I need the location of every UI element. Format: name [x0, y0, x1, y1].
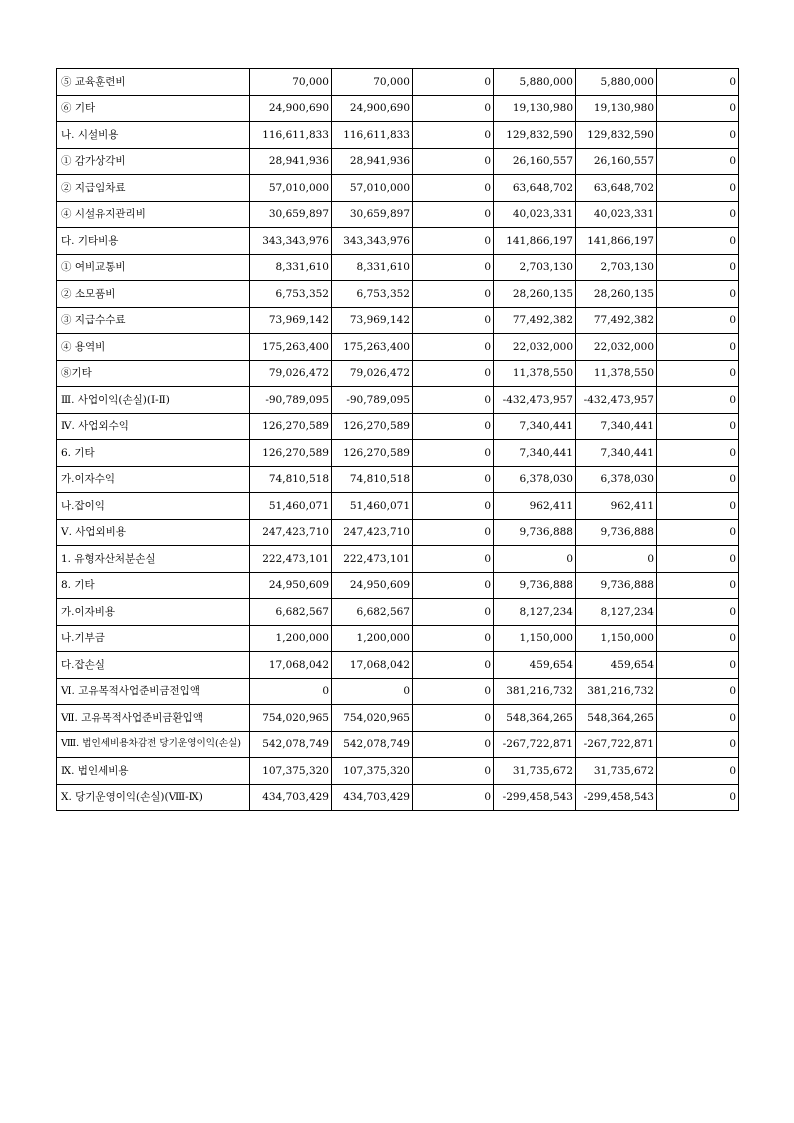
- table-row: [57, 705, 739, 732]
- amount-cell-v2: 51,460,071: [332, 493, 413, 520]
- amount-cell-v2: -90,789,095: [332, 387, 413, 414]
- row-label: ⑧기타: [57, 360, 250, 387]
- table-row: [57, 758, 739, 785]
- amount-cell-v4: 1,150,000: [494, 625, 576, 652]
- amount-cell-v4: 141,866,197: [494, 228, 576, 255]
- amount-cell-v2: 79,026,472: [332, 360, 413, 387]
- amount-cell-v3: 0: [413, 784, 494, 811]
- row-label: ④ 용역비: [57, 334, 250, 361]
- amount-cell-v1: 1,200,000: [250, 625, 332, 652]
- amount-cell-v2: 175,263,400: [332, 334, 413, 361]
- amount-cell-v5: -432,473,957: [576, 387, 657, 414]
- amount-cell-v1: 28,941,936: [250, 148, 332, 175]
- amount-cell-v2: 24,900,690: [332, 95, 413, 122]
- amount-cell-v5: 548,364,265: [576, 705, 657, 732]
- amount-cell-v2: 247,423,710: [332, 519, 413, 546]
- amount-cell-v6: 0: [657, 413, 739, 440]
- amount-cell-v3: 0: [413, 519, 494, 546]
- amount-cell-v3: 0: [413, 440, 494, 467]
- amount-cell-v4: 962,411: [494, 493, 576, 520]
- amount-cell-v6: 0: [657, 69, 739, 96]
- amount-cell-v4: 7,340,441: [494, 440, 576, 467]
- amount-cell-v5: 141,866,197: [576, 228, 657, 255]
- amount-cell-v5: -267,722,871: [576, 731, 657, 758]
- amount-cell-v2: 17,068,042: [332, 652, 413, 679]
- table-row: [57, 652, 739, 679]
- amount-cell-v3: 0: [413, 201, 494, 228]
- amount-cell-v3: 0: [413, 493, 494, 520]
- row-label: 나.잡이익: [57, 493, 250, 520]
- amount-cell-v4: -432,473,957: [494, 387, 576, 414]
- row-label: 나. 시설비용: [57, 122, 250, 149]
- amount-cell-v4: 11,378,550: [494, 360, 576, 387]
- amount-cell-v3: 0: [413, 228, 494, 255]
- table-row: [57, 69, 739, 96]
- amount-cell-v3: 0: [413, 625, 494, 652]
- table-row: [57, 95, 739, 122]
- amount-cell-v5: 5,880,000: [576, 69, 657, 96]
- amount-cell-v5: 1,150,000: [576, 625, 657, 652]
- amount-cell-v4: 6,378,030: [494, 466, 576, 493]
- row-label: ③ 지급수수료: [57, 307, 250, 334]
- amount-cell-v1: 70,000: [250, 69, 332, 96]
- row-label: ⑥ 기타: [57, 95, 250, 122]
- table-row: [57, 413, 739, 440]
- amount-cell-v5: 77,492,382: [576, 307, 657, 334]
- amount-cell-v3: 0: [413, 175, 494, 202]
- amount-cell-v1: 116,611,833: [250, 122, 332, 149]
- amount-cell-v5: 129,832,590: [576, 122, 657, 149]
- table-row: [57, 466, 739, 493]
- amount-cell-v6: 0: [657, 731, 739, 758]
- amount-cell-v5: 459,654: [576, 652, 657, 679]
- table-body: [57, 69, 739, 811]
- amount-cell-v2: 6,753,352: [332, 281, 413, 308]
- amount-cell-v2: 754,020,965: [332, 705, 413, 732]
- amount-cell-v4: 129,832,590: [494, 122, 576, 149]
- row-label: ① 여비교통비: [57, 254, 250, 281]
- amount-cell-v6: 0: [657, 201, 739, 228]
- amount-cell-v2: 1,200,000: [332, 625, 413, 652]
- amount-cell-v1: 126,270,589: [250, 440, 332, 467]
- amount-cell-v2: 116,611,833: [332, 122, 413, 149]
- amount-cell-v4: 8,127,234: [494, 599, 576, 626]
- amount-cell-v2: 28,941,936: [332, 148, 413, 175]
- amount-cell-v1: 17,068,042: [250, 652, 332, 679]
- amount-cell-v2: 222,473,101: [332, 546, 413, 573]
- amount-cell-v3: 0: [413, 334, 494, 361]
- amount-cell-v5: 2,703,130: [576, 254, 657, 281]
- amount-cell-v1: 57,010,000: [250, 175, 332, 202]
- amount-cell-v4: -267,722,871: [494, 731, 576, 758]
- amount-cell-v2: 30,659,897: [332, 201, 413, 228]
- amount-cell-v3: 0: [413, 758, 494, 785]
- amount-cell-v5: 19,130,980: [576, 95, 657, 122]
- table-row: [57, 599, 739, 626]
- row-label: Ⅹ. 당기운영이익(손실)(Ⅷ-Ⅸ): [57, 784, 250, 811]
- table-row: [57, 784, 739, 811]
- amount-cell-v3: 0: [413, 387, 494, 414]
- amount-cell-v6: 0: [657, 625, 739, 652]
- row-label: Ⅲ. 사업이익(손실)(Ⅰ-Ⅱ): [57, 387, 250, 414]
- amount-cell-v4: 5,880,000: [494, 69, 576, 96]
- amount-cell-v6: 0: [657, 546, 739, 573]
- amount-cell-v1: 8,331,610: [250, 254, 332, 281]
- amount-cell-v4: 381,216,732: [494, 678, 576, 705]
- amount-cell-v3: 0: [413, 652, 494, 679]
- amount-cell-v6: 0: [657, 307, 739, 334]
- table-row: [57, 519, 739, 546]
- amount-cell-v1: 24,900,690: [250, 95, 332, 122]
- amount-cell-v3: 0: [413, 413, 494, 440]
- amount-cell-v4: 2,703,130: [494, 254, 576, 281]
- table-row: [57, 281, 739, 308]
- row-label: Ⅸ. 법인세비용: [57, 758, 250, 785]
- amount-cell-v4: 548,364,265: [494, 705, 576, 732]
- amount-cell-v4: 7,340,441: [494, 413, 576, 440]
- row-label: Ⅷ. 법인세비용차감전 당기운영이익(손실): [57, 731, 250, 758]
- amount-cell-v3: 0: [413, 95, 494, 122]
- amount-cell-v1: 434,703,429: [250, 784, 332, 811]
- amount-cell-v6: 0: [657, 493, 739, 520]
- amount-cell-v5: 6,378,030: [576, 466, 657, 493]
- table-row: [57, 440, 739, 467]
- amount-cell-v5: 9,736,888: [576, 572, 657, 599]
- amount-cell-v2: 343,343,976: [332, 228, 413, 255]
- amount-cell-v5: 7,340,441: [576, 440, 657, 467]
- amount-cell-v6: 0: [657, 466, 739, 493]
- amount-cell-v3: 0: [413, 546, 494, 573]
- amount-cell-v1: 51,460,071: [250, 493, 332, 520]
- amount-cell-v4: 9,736,888: [494, 572, 576, 599]
- amount-cell-v2: 6,682,567: [332, 599, 413, 626]
- amount-cell-v2: 434,703,429: [332, 784, 413, 811]
- amount-cell-v5: 28,260,135: [576, 281, 657, 308]
- amount-cell-v3: 0: [413, 122, 494, 149]
- row-label: Ⅵ. 고유목적사업준비금전입액: [57, 678, 250, 705]
- amount-cell-v3: 0: [413, 148, 494, 175]
- amount-cell-v1: 542,078,749: [250, 731, 332, 758]
- amount-cell-v1: -90,789,095: [250, 387, 332, 414]
- amount-cell-v6: 0: [657, 652, 739, 679]
- amount-cell-v2: 24,950,609: [332, 572, 413, 599]
- amount-cell-v4: 9,736,888: [494, 519, 576, 546]
- amount-cell-v3: 0: [413, 360, 494, 387]
- amount-cell-v4: 40,023,331: [494, 201, 576, 228]
- amount-cell-v5: 381,216,732: [576, 678, 657, 705]
- amount-cell-v2: 126,270,589: [332, 413, 413, 440]
- amount-cell-v6: 0: [657, 784, 739, 811]
- table-row: [57, 572, 739, 599]
- amount-cell-v4: 459,654: [494, 652, 576, 679]
- amount-cell-v5: 11,378,550: [576, 360, 657, 387]
- row-label: 6. 기타: [57, 440, 250, 467]
- row-label: ④ 시설유지관리비: [57, 201, 250, 228]
- amount-cell-v3: 0: [413, 281, 494, 308]
- amount-cell-v5: 7,340,441: [576, 413, 657, 440]
- amount-cell-v5: 8,127,234: [576, 599, 657, 626]
- amount-cell-v6: 0: [657, 281, 739, 308]
- row-label: 1. 유형자산처분손실: [57, 546, 250, 573]
- amount-cell-v3: 0: [413, 466, 494, 493]
- row-label: ② 소모품비: [57, 281, 250, 308]
- amount-cell-v1: 74,810,518: [250, 466, 332, 493]
- table-row: [57, 254, 739, 281]
- amount-cell-v2: 73,969,142: [332, 307, 413, 334]
- amount-cell-v2: 70,000: [332, 69, 413, 96]
- table-row: [57, 307, 739, 334]
- row-label: Ⅳ. 사업외수익: [57, 413, 250, 440]
- table-row: [57, 201, 739, 228]
- amount-cell-v6: 0: [657, 678, 739, 705]
- table-row: [57, 228, 739, 255]
- table-row: [57, 625, 739, 652]
- amount-cell-v3: 0: [413, 572, 494, 599]
- amount-cell-v1: 175,263,400: [250, 334, 332, 361]
- table-row: [57, 678, 739, 705]
- amount-cell-v4: 28,260,135: [494, 281, 576, 308]
- row-label: ⑤ 교육훈련비: [57, 69, 250, 96]
- amount-cell-v3: 0: [413, 599, 494, 626]
- amount-cell-v6: 0: [657, 254, 739, 281]
- amount-cell-v3: 0: [413, 69, 494, 96]
- amount-cell-v3: 0: [413, 705, 494, 732]
- amount-cell-v6: 0: [657, 758, 739, 785]
- amount-cell-v5: 40,023,331: [576, 201, 657, 228]
- table-row: [57, 175, 739, 202]
- amount-cell-v3: 0: [413, 254, 494, 281]
- amount-cell-v2: 8,331,610: [332, 254, 413, 281]
- amount-cell-v4: 77,492,382: [494, 307, 576, 334]
- amount-cell-v1: 79,026,472: [250, 360, 332, 387]
- amount-cell-v3: 0: [413, 307, 494, 334]
- amount-cell-v1: 222,473,101: [250, 546, 332, 573]
- row-label: 다.잡손실: [57, 652, 250, 679]
- table-row: [57, 122, 739, 149]
- row-label: 나.기부금: [57, 625, 250, 652]
- amount-cell-v4: 0: [494, 546, 576, 573]
- amount-cell-v6: 0: [657, 95, 739, 122]
- table-row: [57, 334, 739, 361]
- amount-cell-v6: 0: [657, 387, 739, 414]
- amount-cell-v2: 0: [332, 678, 413, 705]
- amount-cell-v6: 0: [657, 148, 739, 175]
- amount-cell-v1: 343,343,976: [250, 228, 332, 255]
- row-label: Ⅶ. 고유목적사업준비금환입액: [57, 705, 250, 732]
- amount-cell-v1: 247,423,710: [250, 519, 332, 546]
- amount-cell-v6: 0: [657, 440, 739, 467]
- amount-cell-v1: 6,682,567: [250, 599, 332, 626]
- amount-cell-v4: -299,458,543: [494, 784, 576, 811]
- amount-cell-v2: 126,270,589: [332, 440, 413, 467]
- row-label: ② 지급임차료: [57, 175, 250, 202]
- amount-cell-v6: 0: [657, 572, 739, 599]
- amount-cell-v4: 31,735,672: [494, 758, 576, 785]
- table-row: [57, 148, 739, 175]
- amount-cell-v4: 26,160,557: [494, 148, 576, 175]
- amount-cell-v2: 107,375,320: [332, 758, 413, 785]
- table-row: [57, 387, 739, 414]
- table-row: [57, 546, 739, 573]
- row-label: ① 감가상각비: [57, 148, 250, 175]
- amount-cell-v2: 57,010,000: [332, 175, 413, 202]
- amount-cell-v5: -299,458,543: [576, 784, 657, 811]
- amount-cell-v3: 0: [413, 678, 494, 705]
- row-label: 가.이자비용: [57, 599, 250, 626]
- amount-cell-v3: 0: [413, 731, 494, 758]
- amount-cell-v5: 9,736,888: [576, 519, 657, 546]
- table-row: [57, 360, 739, 387]
- amount-cell-v4: 22,032,000: [494, 334, 576, 361]
- amount-cell-v6: 0: [657, 334, 739, 361]
- amount-cell-v1: 0: [250, 678, 332, 705]
- amount-cell-v5: 26,160,557: [576, 148, 657, 175]
- amount-cell-v1: 6,753,352: [250, 281, 332, 308]
- income-statement-table: [56, 68, 739, 811]
- amount-cell-v5: 22,032,000: [576, 334, 657, 361]
- amount-cell-v6: 0: [657, 228, 739, 255]
- amount-cell-v4: 63,648,702: [494, 175, 576, 202]
- amount-cell-v1: 107,375,320: [250, 758, 332, 785]
- amount-cell-v5: 0: [576, 546, 657, 573]
- amount-cell-v5: 63,648,702: [576, 175, 657, 202]
- amount-cell-v6: 0: [657, 705, 739, 732]
- amount-cell-v2: 74,810,518: [332, 466, 413, 493]
- row-label: 가.이자수익: [57, 466, 250, 493]
- amount-cell-v1: 24,950,609: [250, 572, 332, 599]
- row-label: 8. 기타: [57, 572, 250, 599]
- amount-cell-v1: 126,270,589: [250, 413, 332, 440]
- amount-cell-v6: 0: [657, 519, 739, 546]
- amount-cell-v6: 0: [657, 175, 739, 202]
- amount-cell-v6: 0: [657, 599, 739, 626]
- amount-cell-v6: 0: [657, 360, 739, 387]
- amount-cell-v5: 962,411: [576, 493, 657, 520]
- amount-cell-v1: 30,659,897: [250, 201, 332, 228]
- amount-cell-v2: 542,078,749: [332, 731, 413, 758]
- amount-cell-v4: 19,130,980: [494, 95, 576, 122]
- table-row: [57, 493, 739, 520]
- row-label: 다. 기타비용: [57, 228, 250, 255]
- table-row: [57, 731, 739, 758]
- amount-cell-v1: 754,020,965: [250, 705, 332, 732]
- row-label: Ⅴ. 사업외비용: [57, 519, 250, 546]
- amount-cell-v6: 0: [657, 122, 739, 149]
- amount-cell-v1: 73,969,142: [250, 307, 332, 334]
- amount-cell-v5: 31,735,672: [576, 758, 657, 785]
